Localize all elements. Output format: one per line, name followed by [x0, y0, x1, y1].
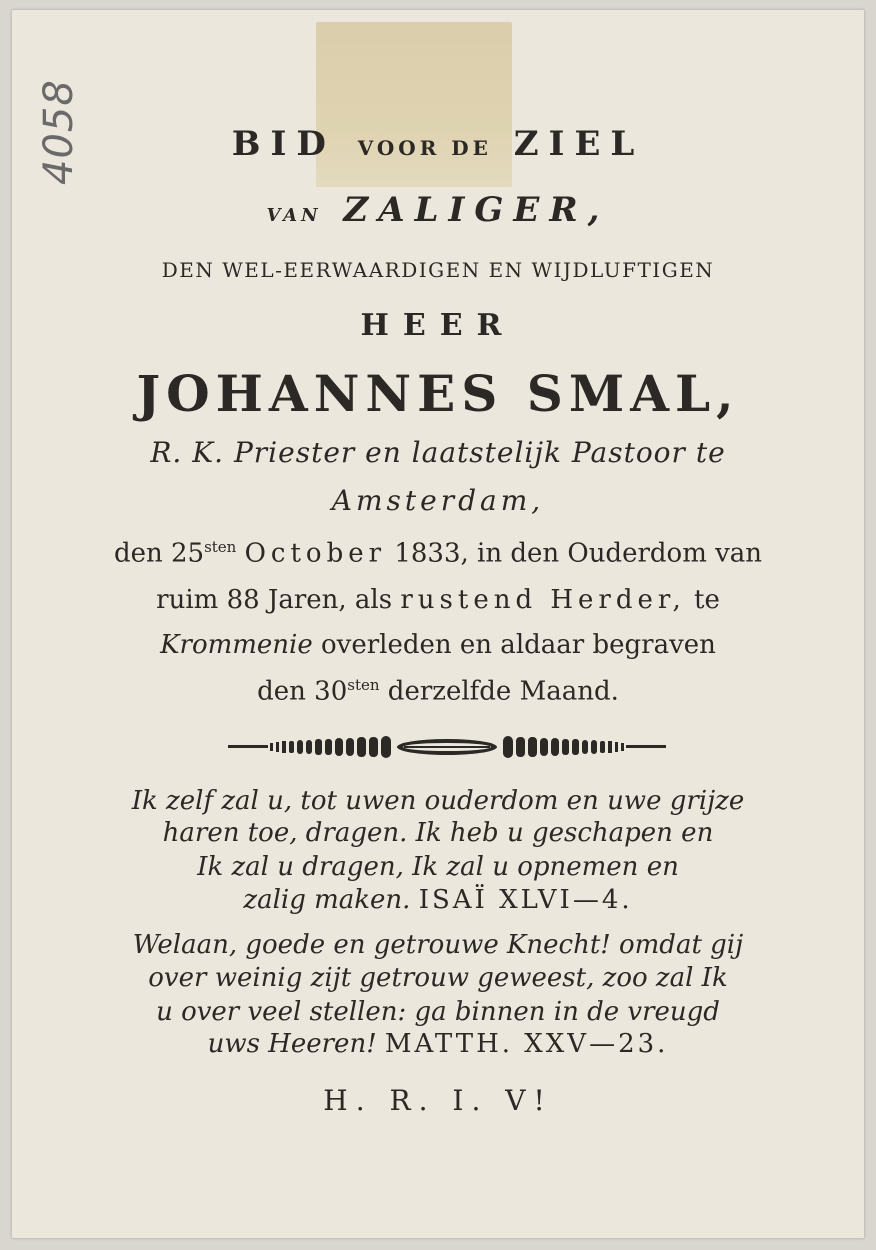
- town-name: Krommenie: [160, 630, 313, 660]
- title-line: [0, 124, 876, 164]
- burial-date: den 30: [257, 676, 348, 707]
- details-line-4: [0, 676, 876, 707]
- title-ziel: ZIEL: [513, 124, 645, 164]
- handwritten-number: 4058: [36, 79, 82, 185]
- quote2-line2: over weinig zijt getrouw geweest, zoo zal Ik: [148, 963, 728, 993]
- death-year-age: 1833, in den Ouderdom van: [394, 538, 763, 569]
- title-line-2: [0, 190, 876, 230]
- ordinal-suffix: sten: [204, 538, 237, 556]
- quote2-reference: MATTH. XXV—23.: [384, 1029, 669, 1059]
- details-line-3: [0, 630, 876, 660]
- details-line-1: [0, 538, 876, 569]
- title-bid: BID: [231, 124, 336, 164]
- quote2-end: uws Heeren!: [207, 1029, 377, 1059]
- quote1-line4: [0, 885, 876, 915]
- te: te: [694, 585, 720, 615]
- honorific: DEN WEL-EERWAARDIGEN EN WIJDLUFTIGEN: [161, 258, 715, 282]
- burial-text: overleden en aldaar begraven: [321, 630, 716, 660]
- quote2-line3: u over veel stellen: ga binnen in de vreugd: [156, 997, 720, 1027]
- heer: HEER: [360, 308, 516, 343]
- ordinal-suffix-2: sten: [347, 676, 380, 694]
- quote1-reference: ISAÏ XLVI—4.: [418, 885, 633, 915]
- quote2-line4: [0, 1029, 876, 1059]
- quote1-line1: Ik zelf zal u, tot uwen ouderdom en uwe grijze: [131, 786, 745, 816]
- death-date: den 25: [113, 538, 205, 569]
- rustend-herder: rustend Herder,: [400, 585, 686, 615]
- role-line: R. K. Priester en laatstelijk Pastoor te: [150, 436, 726, 469]
- title-van: VAN: [266, 205, 322, 226]
- death-month: October: [244, 538, 387, 569]
- title-voor-de: VOOR DE: [357, 136, 492, 160]
- age-text: ruim 88 Jaren, als: [156, 585, 393, 615]
- quote1-line3: Ik zal u dragen, Ik zal u opnemen en: [197, 852, 679, 882]
- quote2-line1: Welaan, goede en getrouwe Knecht! omdat gij: [132, 930, 744, 960]
- deceased-name: JOHANNES SMAL,: [136, 364, 740, 423]
- burial-month: derzelfde Maand.: [387, 676, 619, 707]
- closing-initials: H. R. I. V!: [323, 1084, 553, 1117]
- quote1-end: zalig maken.: [243, 885, 411, 915]
- title-zaliger: ZALIGER,: [343, 190, 610, 230]
- place: Amsterdam,: [331, 484, 545, 517]
- quote1-line2: haren toe, dragen. Ik heb u geschapen en: [162, 818, 714, 848]
- details-line-2: [0, 585, 876, 615]
- ornament-divider-icon: [228, 734, 666, 760]
